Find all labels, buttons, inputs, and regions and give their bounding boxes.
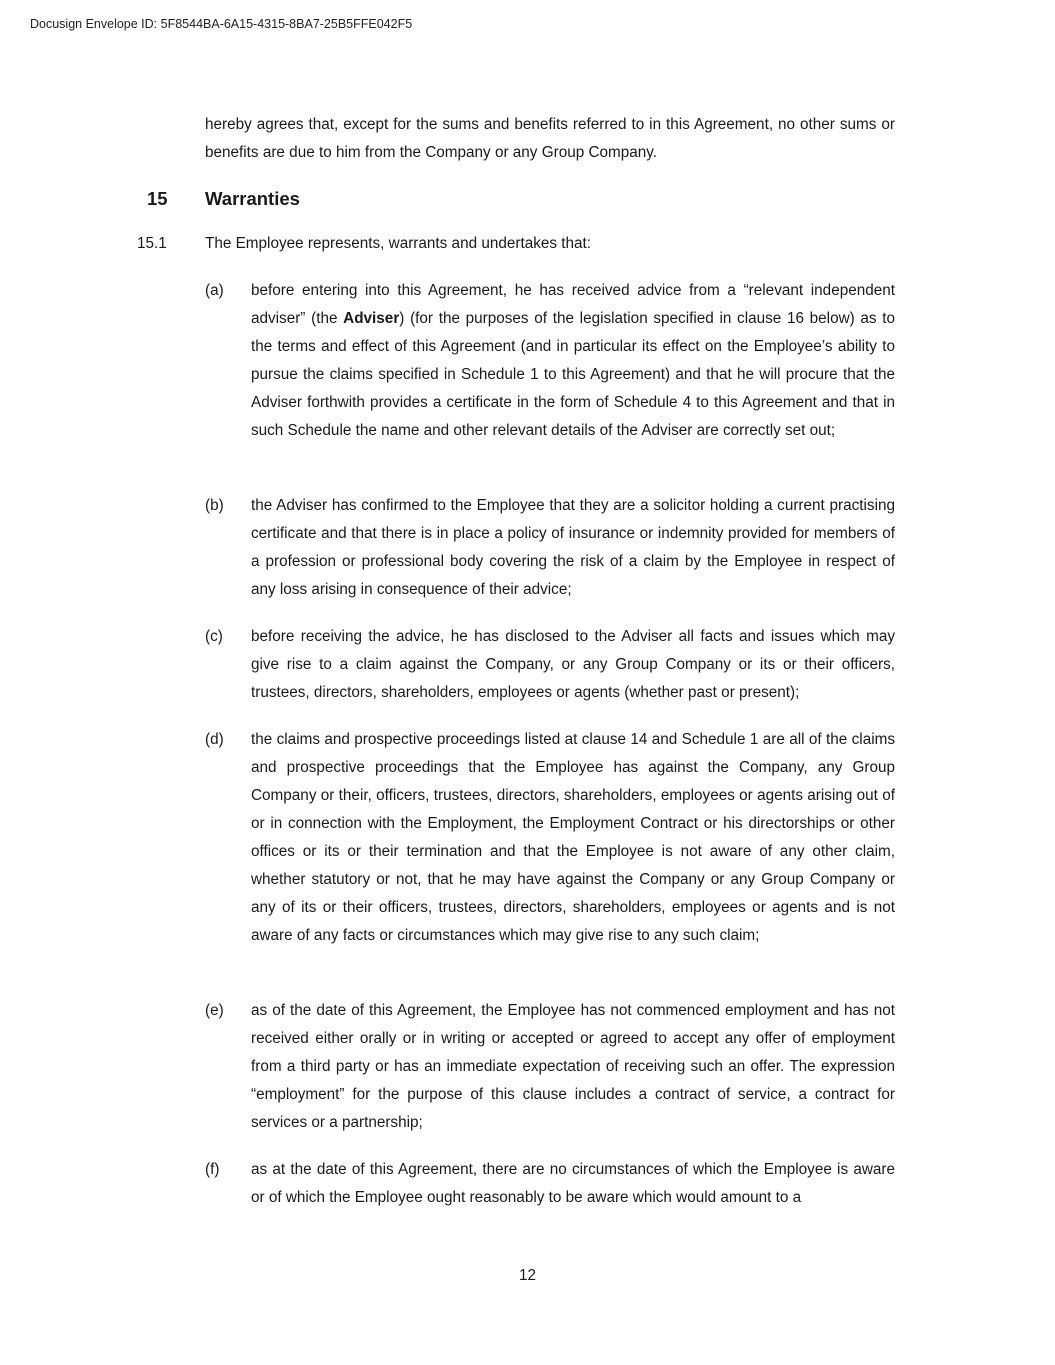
item-label: (a) [205, 282, 224, 299]
defined-term-adviser: Adviser [343, 310, 400, 327]
page-number: 12 [518, 1267, 536, 1284]
item-text: the claims and prospective proceedings listed at clause 14 and Schedule 1 are all of the claims and prospective proceedings that the Employee has against the Company, any Group Company or their, officers, trustees, directors, shareholders, employees or agents arising out of or in connection with the Employment, the Employment Contract or his directorships or other offices or its or their termination and that the Employee is not aware of any other claim, whether statutory or not, that he may have against the Company or any Group Company or any of its or their officers, trustees, directors, shareholders, employees or agents and is not aware of any facts or circumstances which may give rise to any such claim; [251, 731, 895, 944]
list-item-a [205, 277, 895, 445]
list-item-c [205, 623, 895, 707]
list-item-d [205, 726, 895, 950]
section-number: 15 [147, 188, 168, 209]
item-text: as at the date of this Agreement, there are no circumstances of which the Employee is aware or of which the Employee ought reasonably to be aware which would amount to a [251, 1161, 895, 1206]
clause-text: The Employee represents, warrants and undertakes that: [205, 235, 592, 252]
item-text: the Adviser has confirmed to the Employee that they are a solicitor holding a current practising certificate and that there is in place a policy of insurance or indemnity provided for members of a profession or professional body covering the risk of a claim by the Employee in respect of any loss arising in consequence of their advice; [251, 497, 895, 598]
list-item-e [205, 997, 895, 1137]
continuation-paragraph: hereby agrees that, except for the sums and benefits referred to in this Agreement, no other sums or benefits are due to him from the Company or any Group Company. [205, 116, 895, 161]
item-label: (d) [205, 731, 224, 748]
item-label: (c) [205, 628, 223, 645]
list-item-f [205, 1156, 895, 1212]
item-text [251, 277, 895, 445]
item-label: (e) [205, 1002, 224, 1019]
item-label: (f) [205, 1161, 220, 1178]
section-title: Warranties [205, 188, 300, 209]
item-text-pre: before entering into this Agreement, he has received advice from a “relevant independent adviser” (the [251, 282, 895, 327]
item-text: as of the date of this Agreement, the Employee has not commenced employment and has not received either orally or in writing or accepted or agreed to accept any offer of employment from a third party or has an immediate expectation of receiving such an offer. The expression “employment” for the purpose of this clause includes a contract of service, a contract for services or a partnership; [251, 1002, 895, 1131]
item-text-post: ) (for the purposes of the legislation specified in clause 16 below) as to the terms and effect of this Agreement (and in particular its effect on the Employee’s ability to pursue the claims specified in Schedule 1 to this Agreement) and that he will procure that the Adviser forthwith provides a certificate in the form of Schedule 4 to this Agreement and that in such Schedule the name and other relevant details of the Adviser are correctly set out; [251, 310, 896, 439]
item-label: (b) [205, 497, 224, 514]
list-item-b [205, 492, 895, 604]
docusign-envelope-id: Docusign Envelope ID: 5F8544BA-6A15-4315-8BA7-25B5FFE042F5 [30, 17, 413, 31]
clause-number: 15.1 [137, 235, 167, 252]
item-text: before receiving the advice, he has disclosed to the Adviser all facts and issues which may give rise to a claim against the Company, or any Group Company or its or their officers, trustees, directors, shareholders, employees or agents (whether past or present); [251, 628, 895, 701]
